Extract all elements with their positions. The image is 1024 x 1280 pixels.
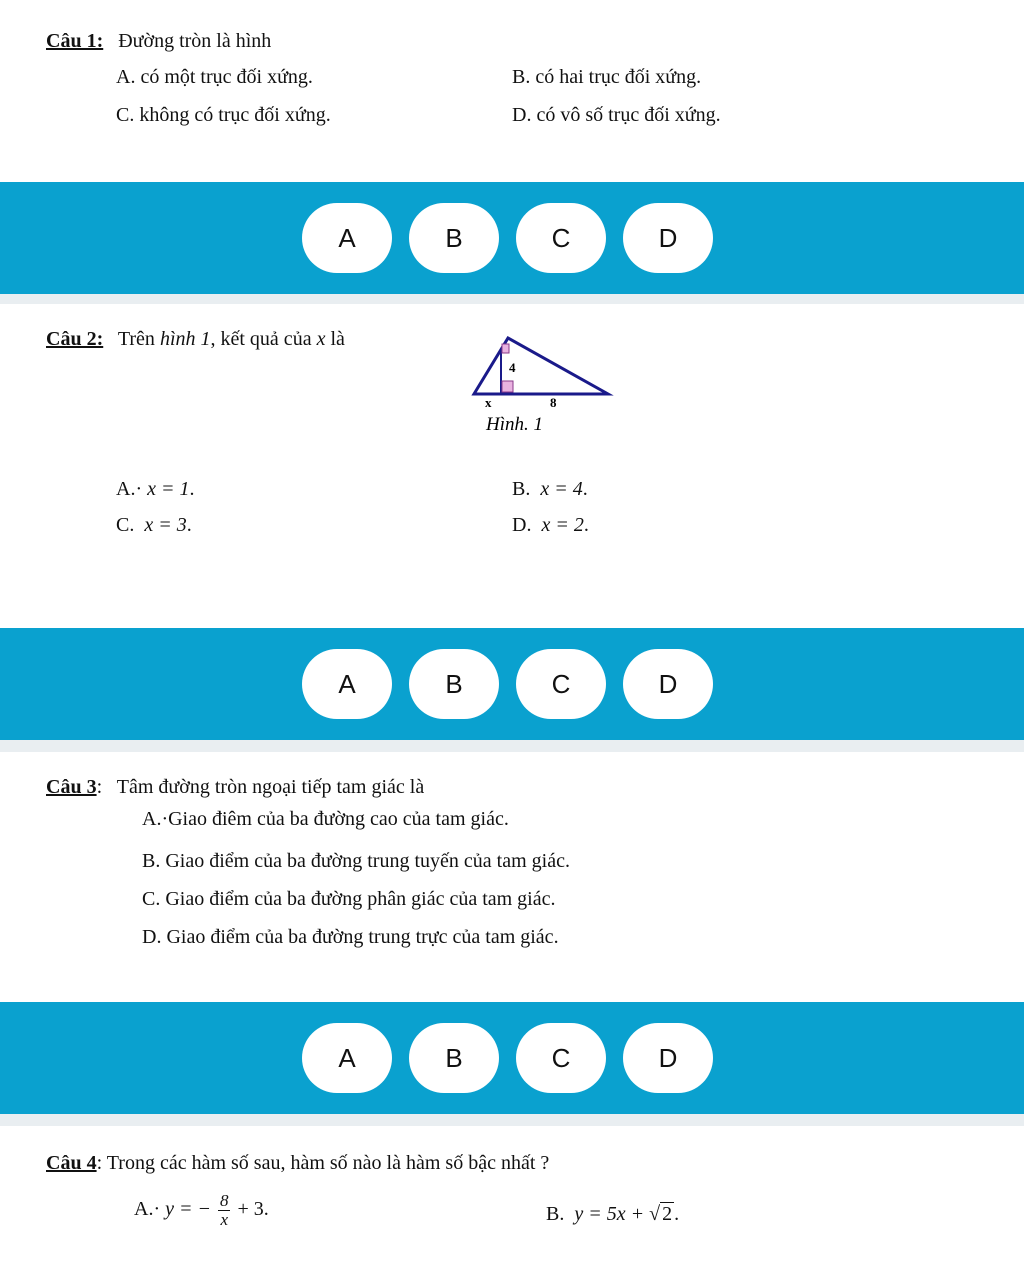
q2-option-a-end: . <box>189 478 195 500</box>
q2-option-a-prefix: A.· <box>116 478 143 500</box>
q4-option-b-prefix: B. <box>546 1203 565 1225</box>
question-1-prompt <box>46 30 271 53</box>
q2-option-d-expr: x = 2 <box>541 514 584 536</box>
q1-option-a: A. có một trục đối xứng. <box>116 66 313 88</box>
question-2-text-post: là <box>325 328 345 350</box>
answer-bar-3 <box>0 1002 1024 1114</box>
question-3-colon: : <box>96 776 103 798</box>
fraction-denominator: x <box>220 1210 228 1229</box>
question-2-variable: x <box>316 328 326 350</box>
question-1-label: Câu 1: <box>46 30 104 52</box>
question-2-text-pre: Trên <box>117 328 160 350</box>
q3-option-a: A.·Giao điêm của ba đường cao của tam giác. <box>142 808 509 830</box>
question-4-card <box>0 1126 1024 1280</box>
q4-option-b <box>546 1202 679 1226</box>
q2-answer-c-button[interactable]: C <box>516 649 606 719</box>
q2-answer-b-button[interactable]: B <box>409 649 499 719</box>
triangle-figure <box>470 334 620 438</box>
question-1-card <box>0 0 1024 182</box>
q4-option-a-lhs: y = − <box>165 1198 211 1221</box>
q3-answer-d-button[interactable]: D <box>623 1023 713 1093</box>
q3-option-b: B. Giao điểm của ba đường trung tuyến của tam giác. <box>142 850 570 872</box>
question-3-text: Tâm đường tròn ngoại tiếp tam giác là <box>116 776 425 798</box>
q4-option-a-end: . <box>263 1198 269 1221</box>
figure-label-4: 4 <box>509 360 516 375</box>
question-2-figure-ref: hình 1 <box>159 328 211 350</box>
q3-answer-c-button[interactable]: C <box>516 1023 606 1093</box>
q2-option-d-end: . <box>583 514 589 536</box>
q2-answer-a-button[interactable]: A <box>302 649 392 719</box>
q4-option-a <box>134 1192 269 1229</box>
q4-option-b-lhs: y = 5x + <box>574 1203 645 1225</box>
q3-answer-a-button[interactable]: A <box>302 1023 392 1093</box>
q3-answer-b-button[interactable]: B <box>409 1023 499 1093</box>
answer-bar-1 <box>0 182 1024 294</box>
figure-label-8: 8 <box>550 395 557 410</box>
q4-option-b-end: . <box>674 1203 680 1225</box>
q2-option-b-prefix: B. <box>512 478 531 500</box>
question-4-colon: : <box>96 1152 103 1174</box>
q2-option-b <box>512 478 588 501</box>
answer-bar-2 <box>0 628 1024 740</box>
q2-option-c-prefix: C. <box>116 514 135 536</box>
q4-option-b-sqrt-arg: 2 <box>662 1203 673 1225</box>
question-3-label: Câu 3 <box>46 776 97 798</box>
q2-option-d <box>512 514 589 537</box>
q2-option-c <box>116 514 192 537</box>
q3-option-d: D. Giao điểm của ba đường trung trực của tam giác. <box>142 926 559 948</box>
right-angle-mark-foot <box>502 381 513 392</box>
q2-answer-d-button[interactable]: D <box>623 649 713 719</box>
q4-option-a-rhs: + 3 <box>237 1198 264 1221</box>
q2-option-c-expr: x = 3 <box>144 514 187 536</box>
question-4-prompt <box>46 1152 549 1175</box>
q2-option-b-expr: x = 4 <box>540 478 583 500</box>
q1-answer-a-button[interactable]: A <box>302 203 392 273</box>
q4-option-a-fraction <box>218 1192 231 1229</box>
q1-option-b: B. có hai trục đối xứng. <box>512 66 702 88</box>
question-4-label: Câu 4 <box>46 1152 97 1174</box>
q2-option-a-expr: x = 1 <box>147 478 190 500</box>
question-4-text: Trong các hàm số sau, hàm số nào là hàm số bậc nhất ? <box>106 1152 550 1174</box>
question-2-label: Câu 2: <box>46 328 104 350</box>
q2-option-b-end: . <box>582 478 588 500</box>
right-angle-mark-top <box>502 344 509 353</box>
q3-option-c: C. Giao điểm của ba đường phân giác của tam giác. <box>142 888 556 910</box>
q1-option-c: C. không có trục đối xứng. <box>116 104 331 126</box>
question-2-text-mid: , kết quả của <box>210 328 317 350</box>
question-1-text: Đường tròn là hình <box>118 30 272 52</box>
question-2-prompt <box>46 328 345 351</box>
question-2-card <box>0 304 1024 628</box>
figure-label-x: x <box>485 395 492 410</box>
fraction-numerator: 8 <box>219 1191 229 1210</box>
question-3-prompt <box>46 776 424 799</box>
q2-option-c-end: . <box>186 514 192 536</box>
sqrt-icon: √ <box>649 1203 661 1225</box>
q1-option-d: D. có vô số trục đối xứng. <box>512 104 721 126</box>
q2-option-a <box>116 478 194 501</box>
q1-answer-b-button[interactable]: B <box>409 203 499 273</box>
q2-option-d-prefix: D. <box>512 514 532 536</box>
q1-answer-d-button[interactable]: D <box>623 203 713 273</box>
q4-option-a-prefix: A.· <box>134 1198 161 1221</box>
figure-caption: Hình. 1 <box>486 414 543 435</box>
question-3-card <box>0 752 1024 1002</box>
q1-answer-c-button[interactable]: C <box>516 203 606 273</box>
triangle-outline <box>474 338 608 394</box>
